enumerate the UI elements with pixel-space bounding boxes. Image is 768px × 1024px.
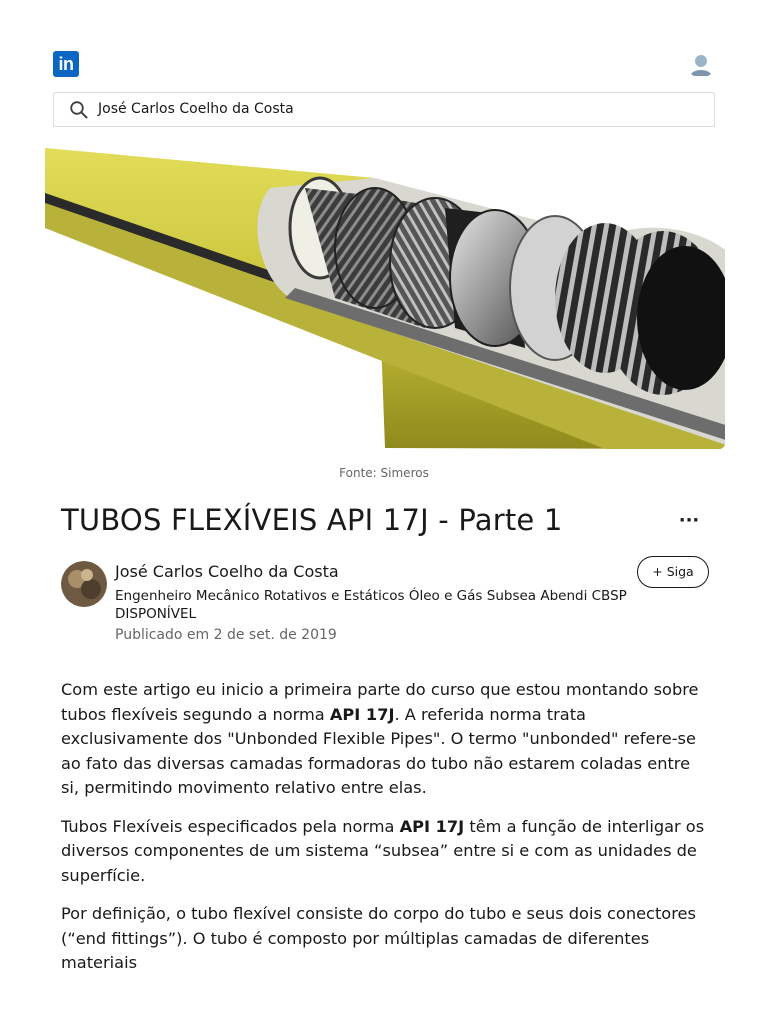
- follow-button[interactable]: + Siga: [637, 556, 709, 588]
- author-headline: Engenheiro Mecânico Rotativos e Estáticos Óleo e Gás Subsea Abendi CBSP DISPONÍVEL: [115, 588, 627, 622]
- published-date: Publicado em 2 de set. de 2019: [115, 627, 337, 643]
- search-input[interactable]: José Carlos Coelho da Costa: [98, 101, 294, 117]
- paragraph: Tubos Flexíveis especificados pela norma API 17J têm a função de interligar os diversos componentes de um sistema “subsea” entre si e com as unidades de superfície.: [61, 816, 705, 885]
- author-name[interactable]: José Carlos Coelho da Costa: [115, 562, 339, 581]
- article-body: [61, 678, 711, 990]
- article-title: TUBOS FLEXÍVEIS API 17J - Parte 1: [61, 503, 563, 537]
- user-avatar-icon[interactable]: [687, 50, 715, 78]
- author-avatar[interactable]: [61, 561, 107, 607]
- more-options-button[interactable]: ···: [678, 510, 700, 531]
- hero-image: [45, 148, 725, 449]
- search-icon: [69, 100, 89, 120]
- linkedin-logo[interactable]: in: [53, 51, 79, 77]
- image-caption: Fonte: Simeros: [339, 466, 429, 480]
- paragraph: Por definição, o tubo flexível consiste do corpo do tubo e seus dois conectores (“end fittings”). O tubo é composto por múltiplas camadas de diferentes materiais: [61, 904, 696, 972]
- search-bar[interactable]: [53, 92, 715, 127]
- paragraph: Com este artigo eu inicio a primeira parte do curso que estou montando sobre tubos flexíveis segundo a norma API 17J. A referida norma trata exclusivamente dos "Unbonded Flexible Pipes". O termo "unbonded" refere-se ao fato das diversas camadas formadoras do tubo não estarem coladas entre si, permitindo movimento relativo entre elas.: [61, 680, 699, 797]
